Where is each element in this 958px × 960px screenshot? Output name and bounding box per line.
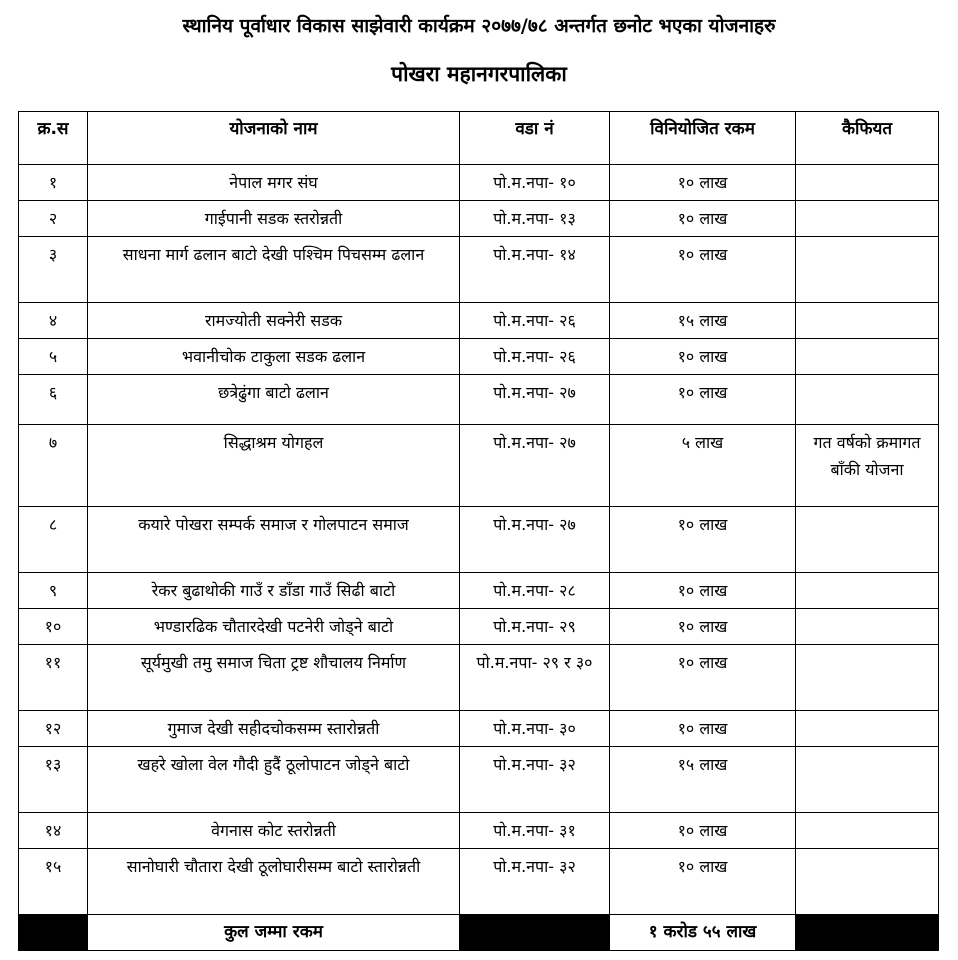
cell-amount: ५ लाख <box>610 425 796 507</box>
cell-sn: ७ <box>19 425 88 507</box>
cell-sn: १३ <box>19 747 88 813</box>
total-amount: १ करोड ५५ लाख <box>610 915 796 951</box>
table-row <box>19 813 939 849</box>
cell-amount: १० लाख <box>610 645 796 711</box>
cell-ward: पो.म.नपा- ३२ <box>460 747 610 813</box>
cell-ward: पो.म.नपा- २७ <box>460 375 610 425</box>
cell-name: भवानीचोक टाकुला सडक ढलान <box>88 339 460 375</box>
cell-name: गुमाज देखी सहीदचोकसम्म स्तारोन्नती <box>88 711 460 747</box>
cell-ward: पो.म.नपा- २७ <box>460 425 610 507</box>
cell-sn: ८ <box>19 507 88 573</box>
cell-ward: पो.म.नपा- २७ <box>460 507 610 573</box>
table-row <box>19 573 939 609</box>
cell-amount: १० लाख <box>610 849 796 915</box>
cell-remarks <box>796 507 939 573</box>
cell-name: वेगनास कोट स्तरोन्नती <box>88 813 460 849</box>
cell-remarks <box>796 339 939 375</box>
cell-sn: १५ <box>19 849 88 915</box>
table-row <box>19 339 939 375</box>
cell-sn: २ <box>19 201 88 237</box>
cell-remarks <box>796 237 939 303</box>
cell-name: सानोघारी चौतारा देखी ठूलोघारीसम्म बाटो स्तारोन्नती <box>88 849 460 915</box>
cell-remarks <box>796 645 939 711</box>
cell-amount: १० लाख <box>610 813 796 849</box>
table-row <box>19 375 939 425</box>
cell-name: कयारे पोखरा सम्पर्क समाज र गोलपाटन समाज <box>88 507 460 573</box>
total-blank-cell <box>460 915 610 951</box>
table-body <box>19 165 939 915</box>
cell-remarks <box>796 201 939 237</box>
total-blank-cell <box>796 915 939 951</box>
header-remarks: कैफियत <box>796 112 939 165</box>
cell-sn: ५ <box>19 339 88 375</box>
cell-ward: पो.म.नपा- ३२ <box>460 849 610 915</box>
cell-ward: पो.म.नपा- २९ र ३० <box>460 645 610 711</box>
cell-sn: १० <box>19 609 88 645</box>
cell-remarks <box>796 303 939 339</box>
cell-amount: १० लाख <box>610 609 796 645</box>
cell-name: रामज्योती सक्नेरी सडक <box>88 303 460 339</box>
cell-sn: ४ <box>19 303 88 339</box>
cell-ward: पो.म.नपा- १० <box>460 165 610 201</box>
cell-ward: पो.म.नपा- २९ <box>460 609 610 645</box>
table-row <box>19 165 939 201</box>
cell-remarks <box>796 609 939 645</box>
table-header-row <box>19 112 939 165</box>
table-row <box>19 237 939 303</box>
table-row <box>19 507 939 573</box>
cell-sn: १ <box>19 165 88 201</box>
cell-ward: पो.म.नपा- २६ <box>460 339 610 375</box>
cell-sn: ६ <box>19 375 88 425</box>
cell-remarks <box>796 813 939 849</box>
header-name: योजनाको नाम <box>88 112 460 165</box>
cell-amount: १० लाख <box>610 507 796 573</box>
header-ward: वडा नं <box>460 112 610 165</box>
cell-ward: पो.म.नपा- १३ <box>460 201 610 237</box>
header-amount: विनियोजित रकम <box>610 112 796 165</box>
table-row <box>19 849 939 915</box>
cell-amount: १५ लाख <box>610 303 796 339</box>
cell-ward: पो.म.नपा- ३० <box>460 711 610 747</box>
cell-remarks: गत वर्षको क्रमागत बाँकी योजना <box>796 425 939 507</box>
cell-name: छत्रेढुंगा बाटो ढलान <box>88 375 460 425</box>
cell-ward: पो.म.नपा- १४ <box>460 237 610 303</box>
cell-remarks <box>796 165 939 201</box>
cell-amount: १० लाख <box>610 573 796 609</box>
cell-remarks <box>796 573 939 609</box>
table-row <box>19 711 939 747</box>
document-subtitle: पोखरा महानगरपालिका <box>391 62 567 86</box>
total-blank-cell <box>19 915 88 951</box>
cell-ward: पो.म.नपा- २८ <box>460 573 610 609</box>
projects-table <box>18 111 939 951</box>
cell-remarks <box>796 375 939 425</box>
header-sn: क्र.स <box>19 112 88 165</box>
cell-name: साधना मार्ग ढलान बाटो देखी पश्चिम पिचसम्म ढलान <box>88 237 460 303</box>
cell-amount: १० लाख <box>610 711 796 747</box>
cell-sn: ३ <box>19 237 88 303</box>
table-row <box>19 609 939 645</box>
cell-amount: १० लाख <box>610 339 796 375</box>
cell-remarks <box>796 747 939 813</box>
cell-amount: १० लाख <box>610 237 796 303</box>
cell-sn: १४ <box>19 813 88 849</box>
cell-amount: १० लाख <box>610 201 796 237</box>
cell-amount: १० लाख <box>610 165 796 201</box>
cell-remarks <box>796 849 939 915</box>
cell-remarks <box>796 711 939 747</box>
cell-ward: पो.म.नपा- २६ <box>460 303 610 339</box>
table-row <box>19 425 939 507</box>
cell-name: भण्डारढिक चौतारदेखी पटनेरी जोड्ने बाटो <box>88 609 460 645</box>
table-row <box>19 645 939 711</box>
table-row <box>19 201 939 237</box>
total-row <box>19 915 939 951</box>
cell-name: खहरे खोला वेल गौदी हुदैं ठूलोपाटन जोड्ने बाटो <box>88 747 460 813</box>
cell-amount: १० लाख <box>610 375 796 425</box>
cell-name: नेपाल मगर संघ <box>88 165 460 201</box>
cell-name: सिद्धाश्रम योगहल <box>88 425 460 507</box>
document-title: स्थानिय पूर्वाधार विकास साझेवारी कार्यक्रम २०७७/७८ अन्तर्गत छनोट भएका योजनाहरु <box>182 15 776 37</box>
table-row <box>19 303 939 339</box>
cell-amount: १५ लाख <box>610 747 796 813</box>
cell-sn: ११ <box>19 645 88 711</box>
table-row <box>19 747 939 813</box>
cell-ward: पो.म.नपा- ३१ <box>460 813 610 849</box>
total-label: कुल जम्मा रकम <box>88 915 460 951</box>
cell-sn: ९ <box>19 573 88 609</box>
cell-name: गाईपानी सडक स्तरोन्नती <box>88 201 460 237</box>
cell-name: रेकर बुढाथोकी गाउँ र डाँडा गाउँ सिढी बाटो <box>88 573 460 609</box>
cell-sn: १२ <box>19 711 88 747</box>
cell-name: सूर्यमुखी तमु समाज चिता ट्रष्ट शौचालय निर्माण <box>88 645 460 711</box>
